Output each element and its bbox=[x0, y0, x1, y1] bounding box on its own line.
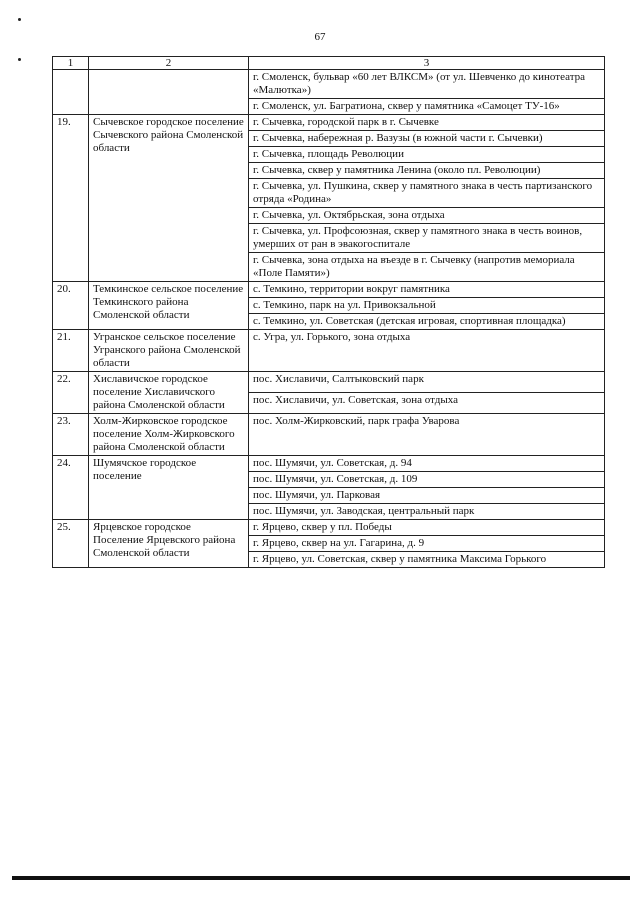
settlement-name bbox=[89, 70, 249, 115]
row-number: 21. bbox=[53, 330, 89, 372]
footer-rule bbox=[12, 876, 630, 880]
table-row bbox=[53, 520, 605, 536]
table-row bbox=[53, 372, 605, 393]
place-cell: г. Сычевка, зона отдыха на въезде в г. Сычевку (напротив мемориала «Поле Памяти») bbox=[249, 253, 605, 282]
page-number: 67 bbox=[314, 31, 326, 43]
margin-mark bbox=[18, 58, 21, 61]
place-cell: г. Смоленск, бульвар «60 лет ВЛКСМ» (от ул. Шевченко до кинотеатра «Малютка») bbox=[249, 70, 605, 99]
settlement-name: Холм-Жирковское городское поселение Холм-Жирковского района Смоленской области bbox=[89, 414, 249, 456]
row-number: 22. bbox=[53, 372, 89, 414]
table-row bbox=[53, 282, 605, 298]
place-cell: пос. Холм-Жирковский, парк графа Уварова bbox=[249, 414, 605, 456]
row-number: 20. bbox=[53, 282, 89, 330]
place-cell: г. Сычевка, городской парк в г. Сычевке bbox=[249, 115, 605, 131]
place-cell: г. Ярцево, ул. Советская, сквер у памятника Максима Горького bbox=[249, 552, 605, 568]
table-row bbox=[53, 115, 605, 131]
table-row bbox=[53, 70, 605, 99]
settlement-name: Темкинское сельское поселение Темкинского района Смоленской области bbox=[89, 282, 249, 330]
table-row bbox=[53, 456, 605, 472]
table-body bbox=[53, 70, 605, 568]
place-cell: пос. Шумячи, ул. Парковая bbox=[249, 488, 605, 504]
row-number bbox=[53, 70, 89, 115]
settlement-name: Шумячское городское поселение bbox=[89, 456, 249, 520]
column-header-place: 3 bbox=[249, 57, 605, 70]
place-cell: г. Сычевка, сквер у памятника Ленина (около пл. Революции) bbox=[249, 163, 605, 179]
place-cell: с. Темкино, ул. Советская (детская игровая, спортивная площадка) bbox=[249, 314, 605, 330]
table-header-row bbox=[53, 57, 605, 70]
place-cell: пос. Хиславичи, ул. Советская, зона отдыха bbox=[249, 393, 605, 414]
place-cell: с. Темкино, территории вокруг памятника bbox=[249, 282, 605, 298]
place-cell: г. Ярцево, сквер на ул. Гагарина, д. 9 bbox=[249, 536, 605, 552]
settlement-name: Ярцевское городское Поселение Ярцевского района Смоленской области bbox=[89, 520, 249, 568]
place-cell: пос. Хиславичи, Салтыковский парк bbox=[249, 372, 605, 393]
column-header-settlement: 2 bbox=[89, 57, 249, 70]
place-cell: с. Темкино, парк на ул. Привокзальной bbox=[249, 298, 605, 314]
place-cell: г. Сычевка, площадь Революции bbox=[249, 147, 605, 163]
places-table bbox=[52, 56, 605, 568]
place-cell: г. Сычевка, набережная р. Вазузы (в южной части г. Сычевки) bbox=[249, 131, 605, 147]
settlement-name: Сычевское городское поселение Сычевского района Смоленской области bbox=[89, 115, 249, 282]
place-cell: г. Ярцево, сквер у пл. Победы bbox=[249, 520, 605, 536]
place-cell: г. Сычевка, ул. Октябрьская, зона отдыха bbox=[249, 208, 605, 224]
place-cell: пос. Шумячи, ул. Советская, д. 94 bbox=[249, 456, 605, 472]
settlement-name: Хиславичское городское поселение Хиславичского района Смоленской области bbox=[89, 372, 249, 414]
row-number: 25. bbox=[53, 520, 89, 568]
margin-mark bbox=[18, 18, 21, 21]
place-cell: г. Смоленск, ул. Багратиона, сквер у памятника «Самоцет ТУ-16» bbox=[249, 99, 605, 115]
table-row bbox=[53, 330, 605, 372]
place-cell: г. Сычевка, ул. Пушкина, сквер у памятного знака в честь партизанского отряда «Родина» bbox=[249, 179, 605, 208]
place-cell: с. Угра, ул. Горького, зона отдыха bbox=[249, 330, 605, 372]
table-row bbox=[53, 414, 605, 456]
place-cell: пос. Шумячи, ул. Советская, д. 109 bbox=[249, 472, 605, 488]
settlement-name: Угранское сельское поселение Угранского района Смоленской области bbox=[89, 330, 249, 372]
place-cell: пос. Шумячи, ул. Заводская, центральный парк bbox=[249, 504, 605, 520]
row-number: 19. bbox=[53, 115, 89, 282]
row-number: 24. bbox=[53, 456, 89, 520]
row-number: 23. bbox=[53, 414, 89, 456]
place-cell: г. Сычевка, ул. Профсоюзная, сквер у памятного знака в честь воинов, умерших от ран в эвакогоспитале bbox=[249, 224, 605, 253]
column-header-number: 1 bbox=[53, 57, 89, 70]
